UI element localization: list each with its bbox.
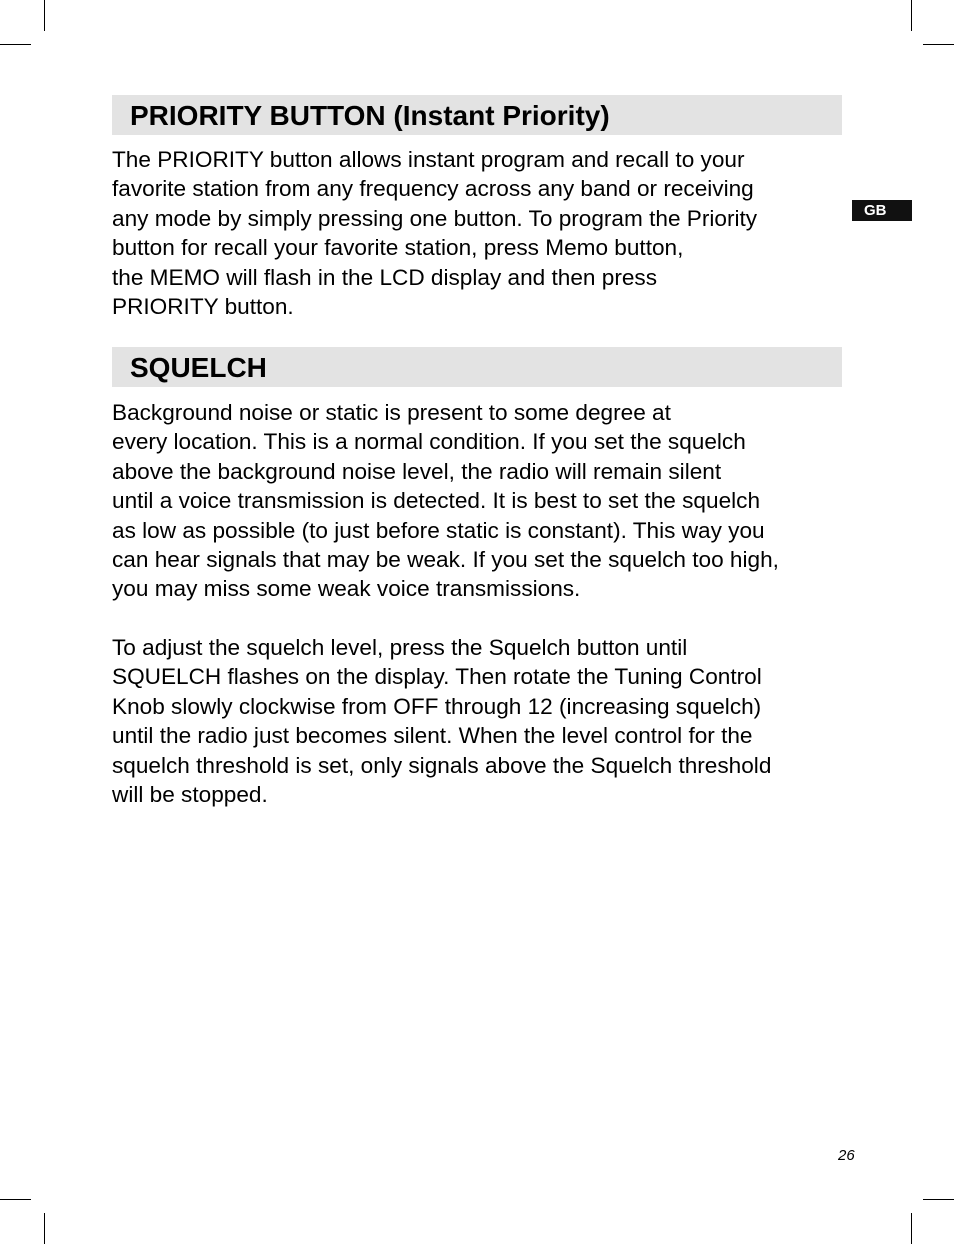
text-line: can hear signals that may be weak. If you set the squelch too high, <box>112 547 779 573</box>
crop-mark-bottom-left-horizontal <box>0 1199 31 1200</box>
text-line: favorite station from any frequency across any band or receiving <box>112 176 754 202</box>
crop-mark-top-right-horizontal <box>923 44 954 45</box>
crop-mark-top-left-vertical <box>44 0 45 31</box>
priority-paragraph <box>112 145 842 321</box>
text-line: button for recall your favorite station, press Memo button, <box>112 235 684 261</box>
text-line: above the background noise level, the radio will remain silent <box>112 458 722 484</box>
text-line: Background noise or static is present to some degree at <box>112 400 671 425</box>
section-heading-text: PRIORITY BUTTON (Instant Priority) <box>130 100 610 131</box>
text-line: PRIORITY button. <box>112 294 294 320</box>
text-line: as low as possible (to just before static is constant). This way you <box>112 517 765 543</box>
text-line: until the radio just becomes silent. When the level control for the <box>112 723 753 749</box>
text-line: you may miss some weak voice transmissions. <box>112 576 581 602</box>
language-badge: GB <box>852 200 912 221</box>
squelch-paragraph-1 <box>112 398 842 604</box>
text-line: To adjust the squelch level, press the Squelch button until <box>112 635 688 660</box>
text-line: until a voice transmission is detected. It is best to set the squelch <box>112 488 761 514</box>
text-line: squelch threshold is set, only signals above the Squelch threshold <box>112 752 772 778</box>
page-number: 26 <box>838 1147 855 1164</box>
crop-mark-top-left-horizontal <box>0 44 31 45</box>
crop-mark-bottom-right-vertical <box>911 1213 912 1244</box>
squelch-paragraph-2 <box>112 633 842 809</box>
text-line: every location. This is a normal condition. If you set the squelch <box>112 429 746 455</box>
text-line: the MEMO will flash in the LCD display and then press <box>112 264 658 290</box>
section-heading-squelch <box>112 347 842 387</box>
text-line: any mode by simply pressing one button. To program the Priority <box>112 205 758 231</box>
section-heading-text: SQUELCH <box>130 352 267 383</box>
crop-mark-bottom-right-horizontal <box>923 1199 954 1200</box>
crop-mark-top-right-vertical <box>911 0 912 31</box>
text-line: will be stopped. <box>112 782 268 808</box>
text-line: The PRIORITY button allows instant program and recall to your <box>112 147 745 172</box>
text-line: Knob slowly clockwise from OFF through 12 (increasing squelch) <box>112 693 762 719</box>
crop-mark-bottom-left-vertical <box>44 1213 45 1244</box>
text-line: SQUELCH flashes on the display. Then rotate the Tuning Control <box>112 664 762 690</box>
section-heading-priority-button <box>112 95 842 135</box>
